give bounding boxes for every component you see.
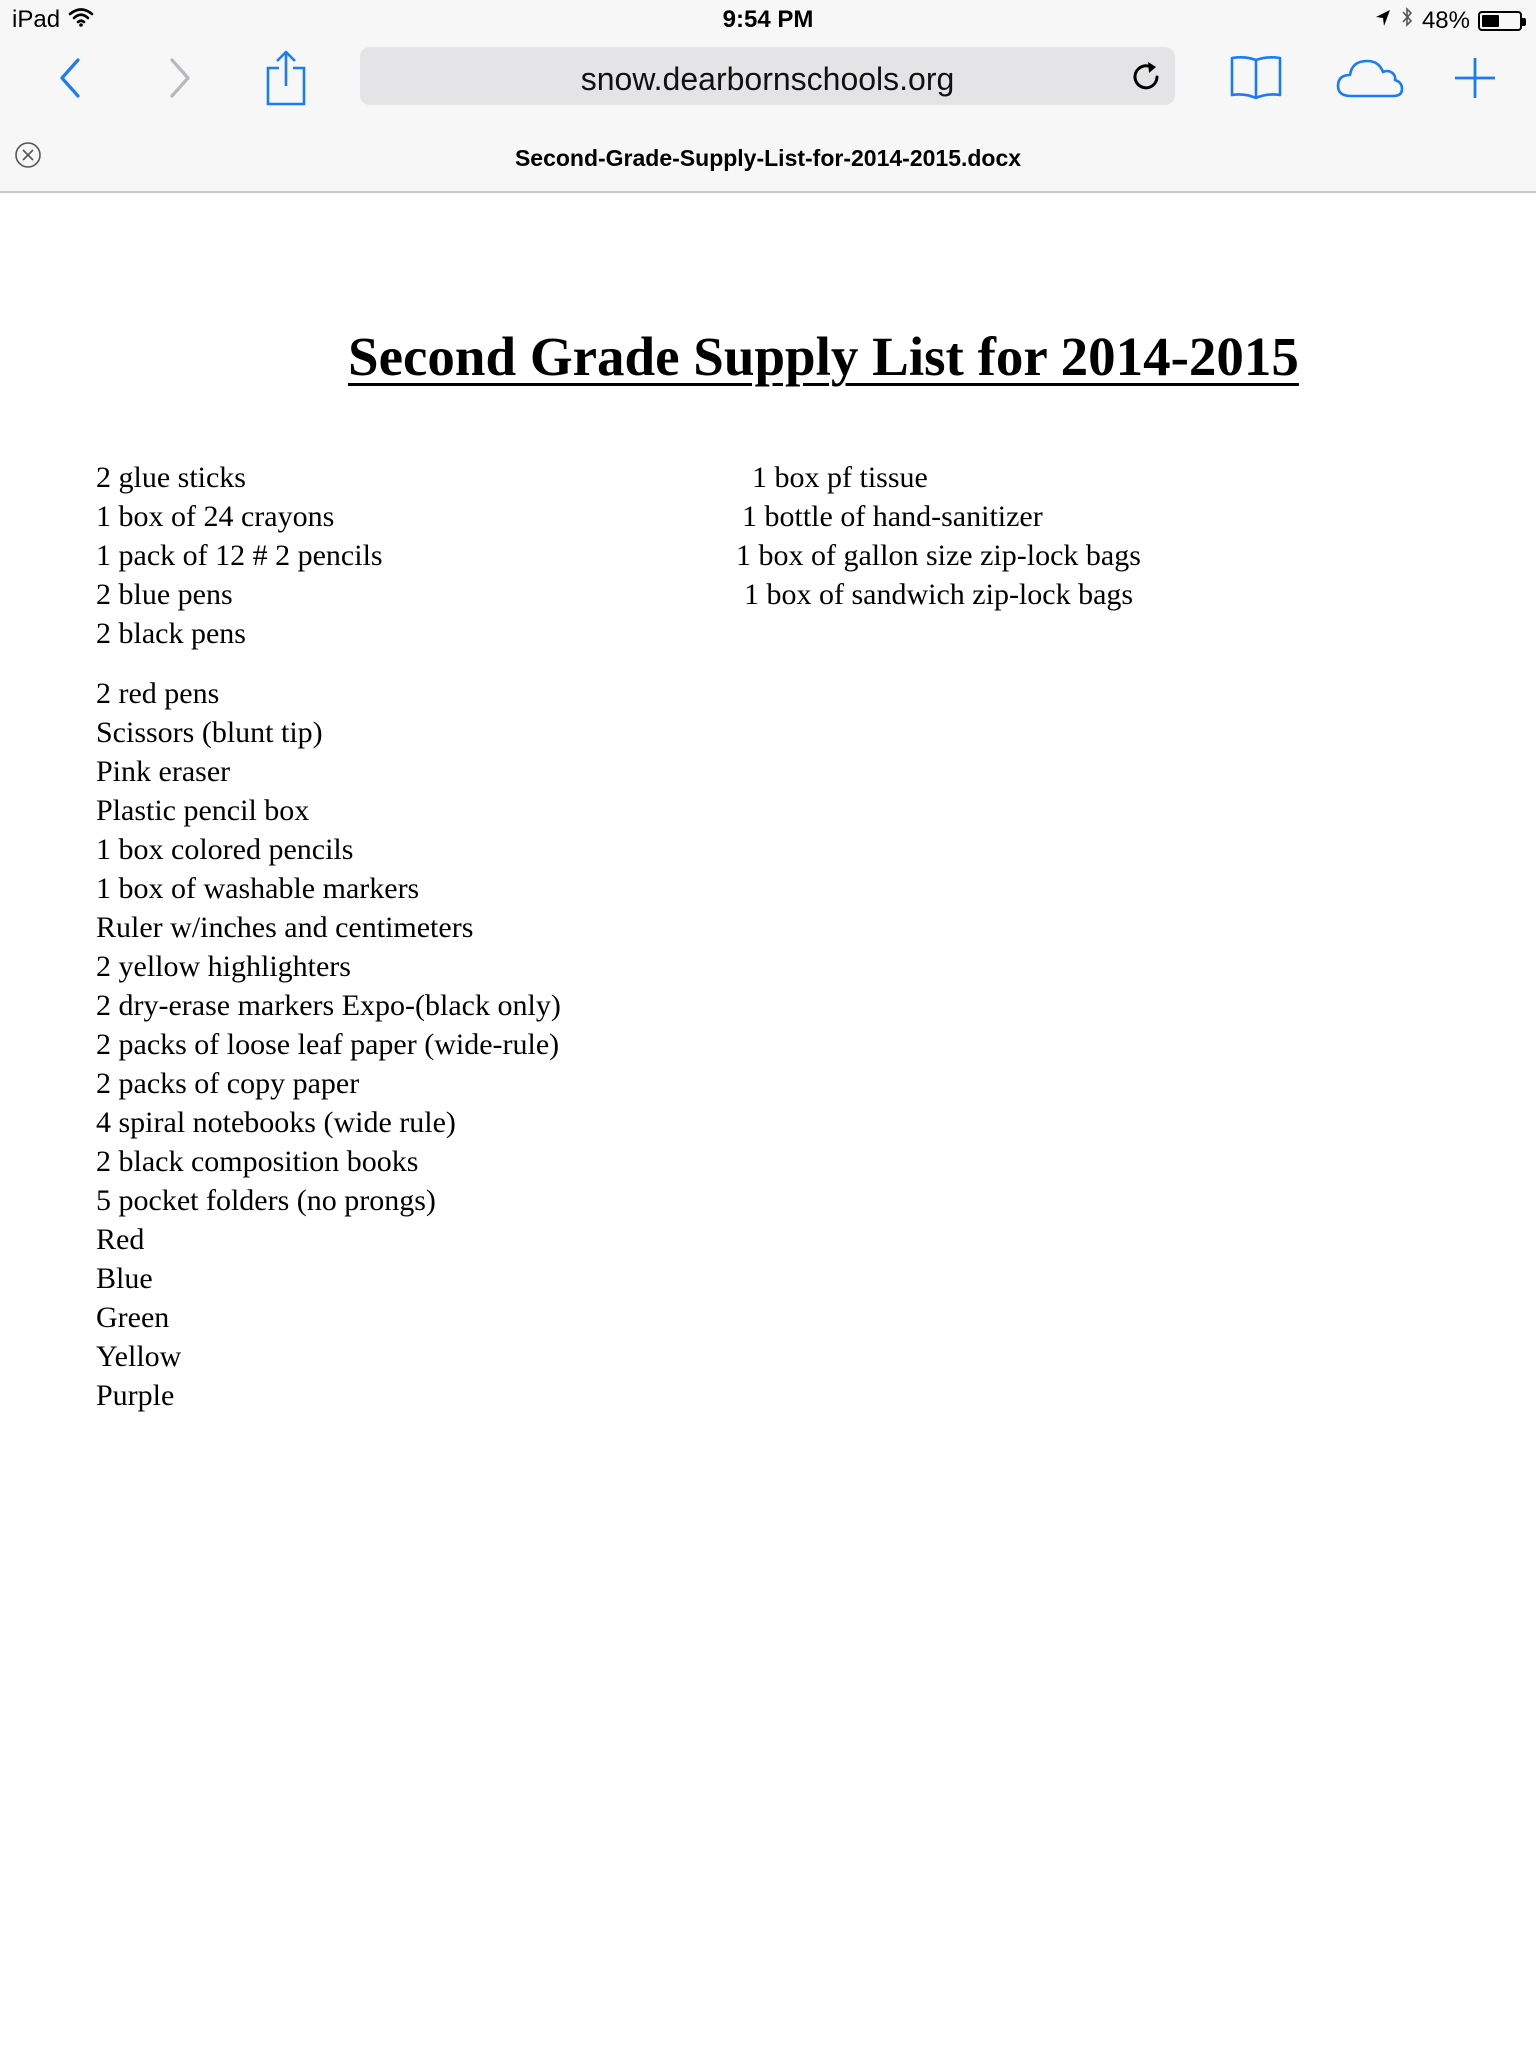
supply-item: 2 black pens [96, 617, 246, 650]
tab-bar [0, 115, 1536, 193]
supply-item: 1 box of gallon size zip-lock bags [736, 539, 1141, 572]
battery-fill [1482, 15, 1499, 27]
supply-item: Pink eraser [96, 755, 231, 788]
share-icon[interactable] [262, 40, 310, 115]
supply-item: 2 black composition books [96, 1145, 419, 1178]
supply-item: 2 packs of loose leaf paper (wide-rule) [96, 1028, 560, 1061]
supply-list-left-top [96, 458, 383, 653]
supply-item: 1 box of 24 crayons [96, 500, 335, 533]
back-chevron-icon[interactable] [50, 40, 90, 115]
bluetooth-icon [1400, 6, 1414, 35]
supply-item: 1 pack of 12 # 2 pencils [96, 539, 383, 572]
supply-item: 2 yellow highlighters [96, 950, 351, 983]
supply-item: 1 box of sandwich zip-lock bags [744, 578, 1134, 611]
supply-list-left-bottom [96, 674, 561, 1415]
battery-icon [1478, 11, 1522, 31]
location-arrow-icon [1374, 7, 1392, 35]
status-time: 9:54 PM [722, 6, 814, 33]
folder-color-item: Blue [96, 1262, 153, 1295]
battery-percent: 48% [1421, 6, 1470, 34]
forward-chevron-icon[interactable] [160, 40, 200, 115]
tab-title[interactable]: Second-Grade-Supply-List-for-2014-2015.docx [514, 145, 1022, 171]
document-view [0, 193, 1536, 2048]
supply-item: 1 bottle of hand-sanitizer [742, 500, 1043, 533]
browser-toolbar [0, 40, 1536, 115]
supply-item: 2 red pens [96, 677, 220, 710]
supply-item: 1 box of washable markers [96, 872, 420, 905]
reload-icon[interactable] [1131, 59, 1163, 98]
folder-color-item: Green [96, 1301, 170, 1334]
supply-item: Scissors (blunt tip) [96, 716, 323, 749]
url-text[interactable]: snow.dearbornschools.org [580, 61, 955, 97]
supply-item: 1 box colored pencils [96, 833, 354, 866]
device-name: iPad [12, 6, 61, 33]
supply-item: Ruler w/inches and centimeters [96, 911, 474, 944]
address-bar[interactable] [360, 47, 1175, 105]
status-bar [0, 0, 1536, 40]
supply-item: 5 pocket folders (no prongs) [96, 1184, 436, 1217]
icloud-tabs-icon[interactable] [1334, 40, 1406, 115]
supply-item: 1 box pf tissue [752, 461, 928, 494]
folder-color-item: Red [96, 1223, 145, 1256]
supply-item: Plastic pencil box [96, 794, 310, 827]
supply-item: 2 blue pens [96, 578, 233, 611]
supply-list-right [730, 458, 1141, 614]
supply-item: 4 spiral notebooks (wide rule) [96, 1106, 456, 1139]
supply-item: 2 glue sticks [96, 461, 246, 494]
supply-item: 2 packs of copy paper [96, 1067, 360, 1100]
folder-color-item: Purple [96, 1379, 175, 1412]
battery-tip [1522, 18, 1526, 26]
status-right [1374, 6, 1522, 35]
supply-item: 2 dry-erase markers Expo-(black only) [96, 989, 561, 1022]
folder-color-item: Yellow [96, 1340, 182, 1373]
bookmarks-book-icon[interactable] [1228, 40, 1284, 115]
document-title: Second Grade Supply List for 2014-2015 [348, 326, 1299, 387]
new-tab-plus-icon[interactable] [1452, 40, 1498, 115]
